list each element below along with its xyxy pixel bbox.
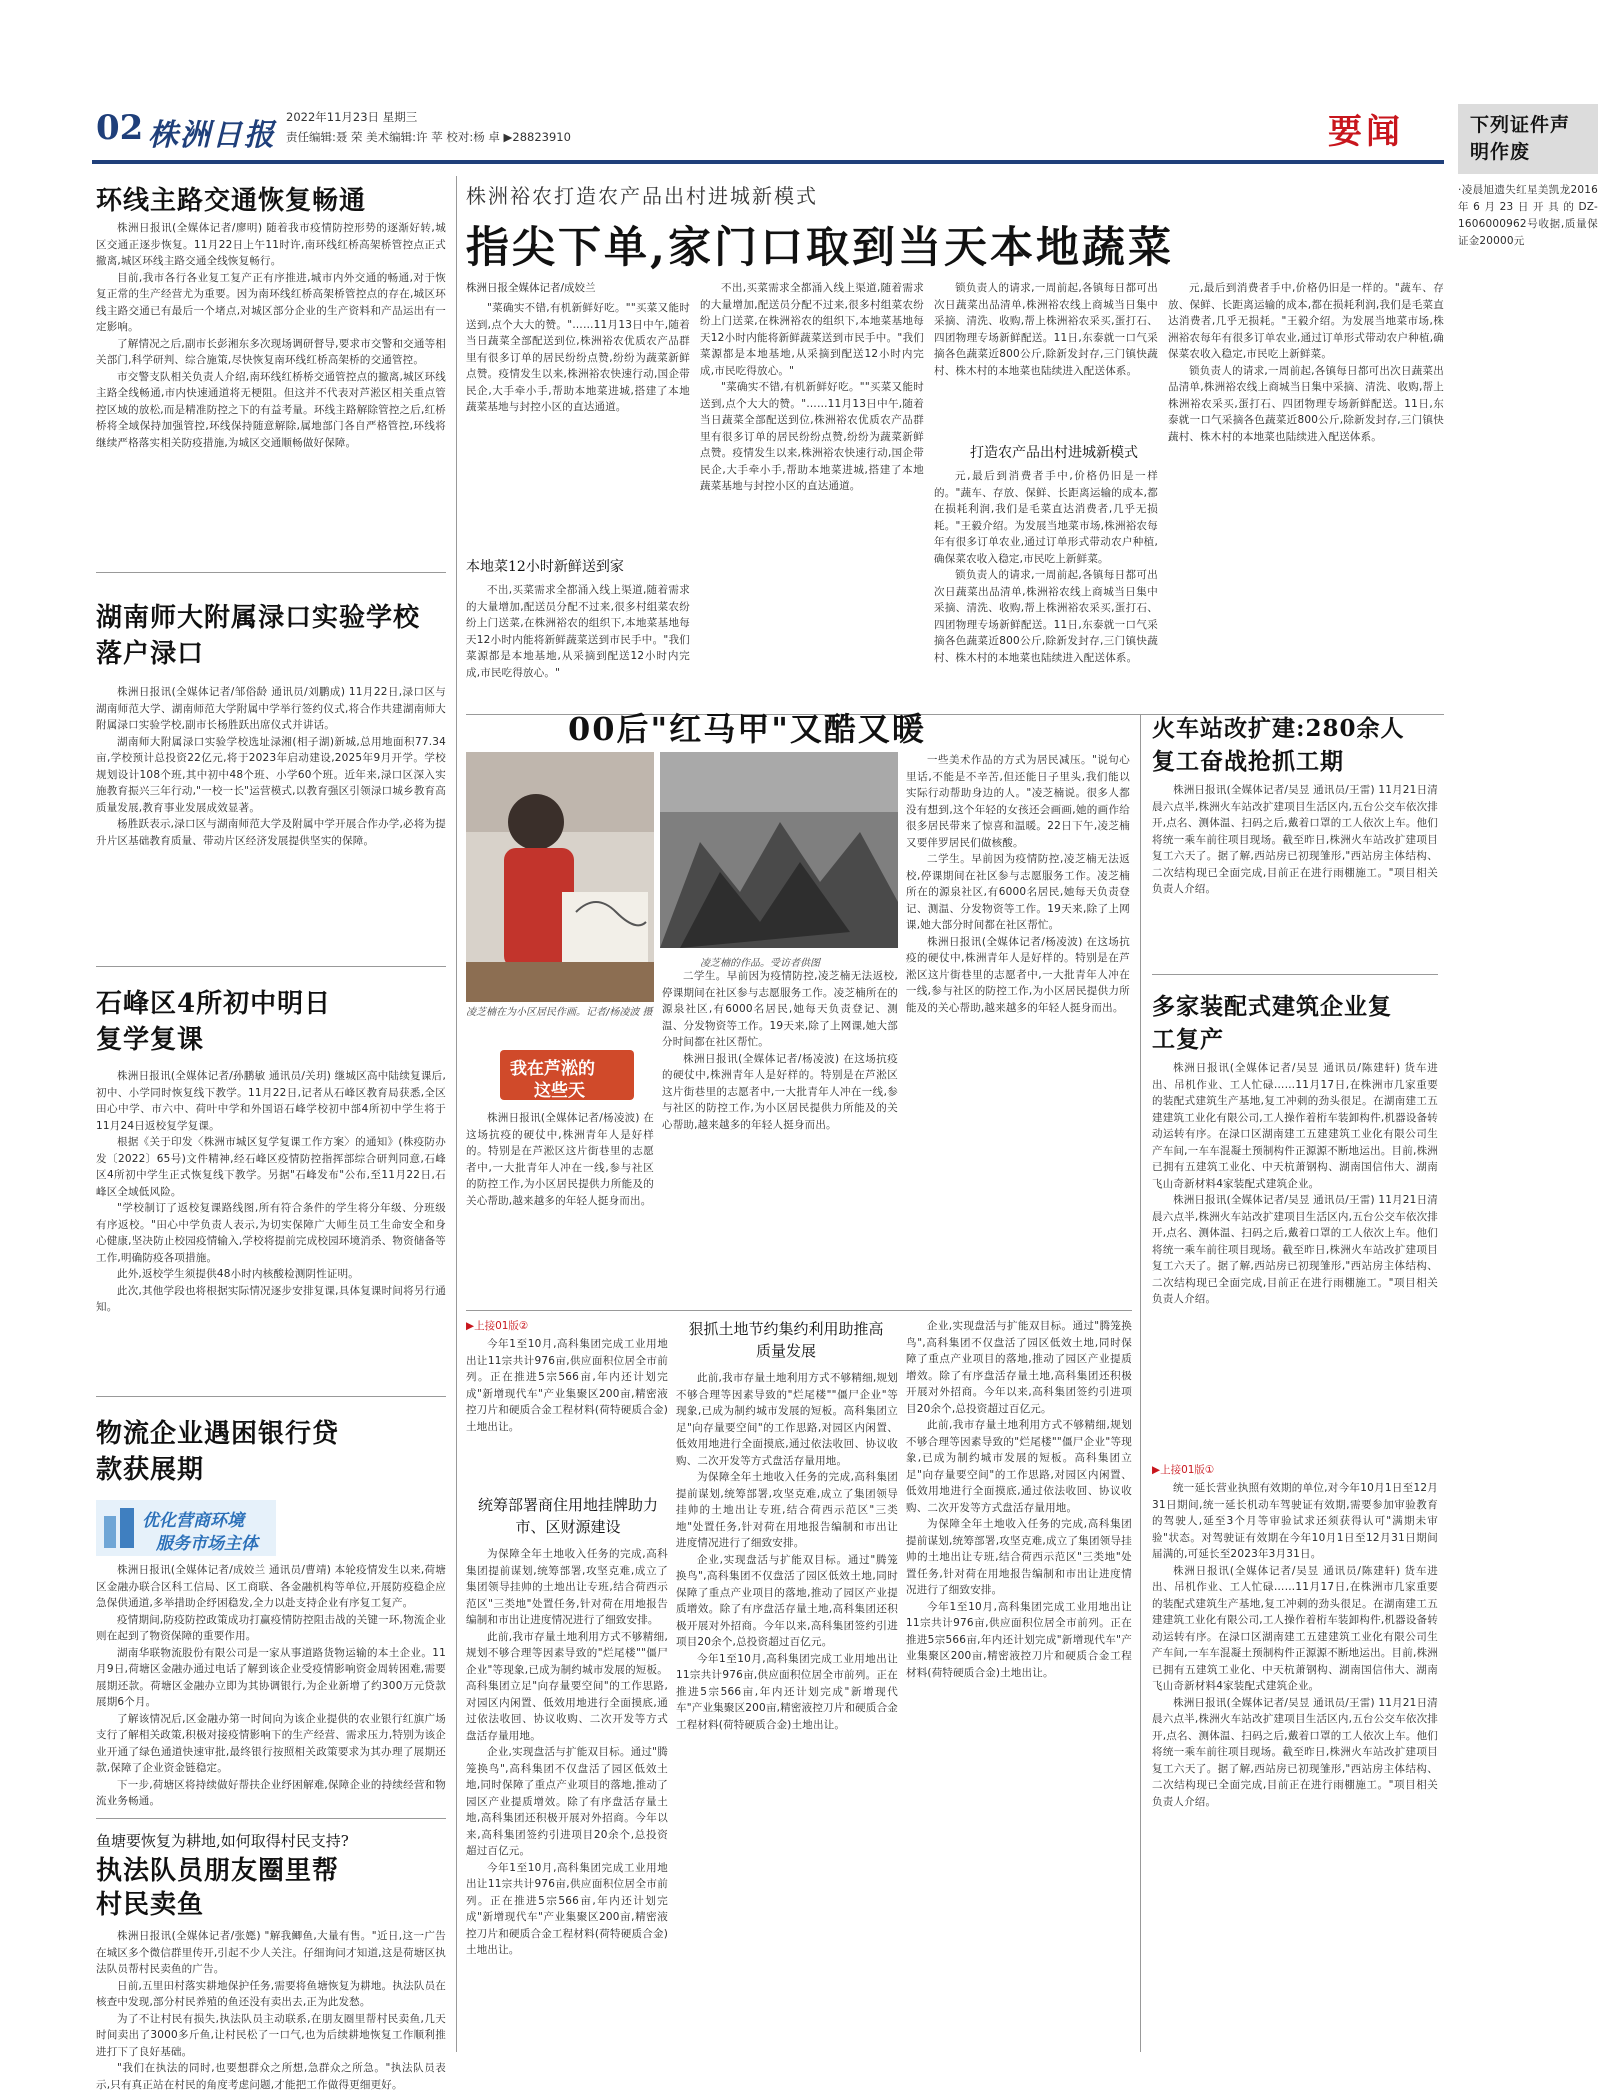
column-separator [456, 176, 457, 2052]
feature-caption2: 凌芝楠的作品。受访者供图 [700, 958, 820, 969]
main-col4-text: 锁负责人的请求,一周前起,各镇每日都可出次日蔬菜出品清单,株洲裕农线上商城当日集中采摘、清洗、收购,帮上株洲裕农采买,蛋打石、四团物理专场新鲜配送。11日,东泰就一口气采摘各色蔬菜近800公斤,除新发封存,三门镇快蔬村、株木村的本地菜也陆续进入配送体系。 [1168, 364, 1444, 443]
bottom-col1-subhead: 统筹部署商住用地挂牌助力市、区财源建设 [478, 1496, 659, 1536]
main-col3b-text: 锁负责人的请求,一周前起,各镇每日都可出次日蔬菜出品清单,株洲裕农线上商城当日集中采摘、清洗、收购,帮上株洲裕农采买,蛋打石、四团物理专场新鲜配送。11日,东泰就一口气采摘各色蔬菜近800公斤,除新发封存,三门镇快蔬村、株木村的本地菜也陆续进入配送体系。 [934, 569, 1158, 664]
divider [1152, 974, 1438, 975]
bottom-col1b-text: 为保障全年土地收入任务的完成,高科集团提前谋划,统筹部署,攻坚克难,成立了集团领导挂帅的土地出让专班,结合荷西示范区"三类地"处置任务,针对荷在用地报告编制和市出让进度情况进行了细致安排。 [466, 1548, 668, 1626]
feature-photo-art [660, 752, 898, 948]
side1-body [1152, 782, 1438, 962]
story2-para: 湖南师大附属渌口实验学校选址渌湘(相子湖)新城,总用地面积77.34亩,学校预计总投资22亿元,将于2023年启动建设,2025年9月开学。学校规划设计108个班,其中初中48个班、小学60个班。近年来,渌口区深入实施教育振兴三年行动,"一校一长"运营模式,以教育强区引领渌口城乡教育高质量发展,教育事业发展成效显著。 [96, 735, 446, 814]
bottom-col2 [676, 1370, 898, 2052]
story1-para: 了解情况之后,副市长彭湘东多次现场调研督导,要求市交警和交通等相关部门,科学研判、综合施策,尽快恢复南环线红桥高架桥的交通管控。 [96, 337, 446, 366]
main-col1b-text: 不出,买菜需求全都涌入线上渠道,随着需求的大量增加,配送员分配不过来,很多村组菜农纷纷上门送菜,在株洲裕农的组织下,本地菜基地每天12小时内能将新鲜蔬菜送到市民手中。"我们菜源都是本地基地,从采摘到配送12小时内完成,市民吃得放心。" [466, 584, 690, 679]
bottom-col2-text: 企业,实现盘活与扩能双目标。通过"腾笼换鸟",高科集团不仅盘活了园区低效土地,同时保障了重点产业项目的落地,推动了园区产业提质增效。除了有序盘活存量土地,高科集团还积极开展对外招商。今年以来,高科集团签约引进项目20余个,总投资超过百亿元。 [676, 1553, 898, 1648]
feature-caption1: 凌芝楠在为小区居民作画。记者/杨凌波 摄 [466, 1007, 653, 1018]
main-col1 [466, 300, 690, 552]
masthead [96, 104, 1426, 158]
story4-para: 下一步,荷塘区将持续做好帮扶企业纾困解难,保障企业的持续经营和物流业务畅通。 [96, 1778, 446, 1807]
main-col4 [1168, 280, 1444, 706]
bottom-col3-text: 为保障全年土地收入任务的完成,高科集团提前谋划,统筹部署,攻坚克难,成立了集团领导挂帅的土地出让专班,结合荷西示范区"三类地"处置任务,针对荷在用地报告编制和市出让进度情况进行了细致安排。 [906, 1518, 1132, 1596]
bottom-col2-text: 为保障全年土地收入任务的完成,高科集团提前谋划,统筹部署,攻坚克难,成立了集团领导挂帅的土地出让专班,结合荷西示范区"三类地"处置任务,针对荷在用地报告编制和市出让进度情况进行了细致安排。 [676, 1471, 898, 1549]
volunteer-drawing-photo [466, 752, 654, 1002]
story5-para: "我们在执法的同时,也要想群众之所想,急群众之所急。"执法队员表示,只有真正站在村民的角度考虑问题,才能把工作做得更细更好。 [96, 2062, 446, 2091]
issue-date: 2022年11月23日 星期三 [286, 110, 418, 124]
bottom-col1-text: 今年1至10月,高科集团完成工业用地出让11宗共计976亩,供应面积位居全市前列。正在推进5宗566亩,年内还计划完成"新增现代车"产业集聚区200亩,精密液控刀片和硬质合金工程材料(荷特硬质合金)土地出让。 [466, 1338, 668, 1433]
story4-banner [96, 1500, 276, 1556]
feature-col2 [662, 968, 898, 1302]
page-number: 02 [96, 108, 144, 148]
main-col3b-text: 元,最后到消费者手中,价格仍旧是一样的。"蔬车、存放、保鲜、长距离运输的成本,都在损耗利润,我们是毛菜直达消费者,几乎无损耗。"王毅介绍。为发展当地菜市场,株洲裕农每年有很多订单农业,通过订单形式带动农户种植,确保菜农收入稳定,市民吃上新鲜菜。 [934, 470, 1158, 565]
story3-para: 株洲日报讯(全媒体记者/孙鹏敏 通讯员/关玥) 继城区高中陆续复课后,初中、小学同时恢复线下教学。11月22日,记者从石峰区教育局获悉,全区田心中学、市六中、荷叶中学和外国语石峰学校初中部4所初中学生将于11月24日返校复学复课。 [96, 1070, 446, 1132]
story4-para: 湖南华联物流股份有限公司是一家从事道路货物运输的本土企业。11月9日,荷塘区金融办通过电话了解到该企业受疫情影响资金周转困难,需要展期还款。荷塘区金融办立即为其协调银行,为企业新增了约300万元贷款展期6个月。 [96, 1646, 446, 1708]
feature-headline: 00后"红马甲"又酷又暖 [568, 710, 926, 748]
main-col2 [700, 280, 924, 706]
paper-name: 株洲日报 [148, 118, 276, 153]
story3-para: 根据《关于印发〈株洲市城区复学复课工作方案〉的通知》(株疫防办发〔2022〕65号)文件精神,经石峰区疫情防控指挥部综合研判同意,石峰区4所初中学生正式恢复线下教学。另据"石峰发布"公布,至11月22日,石峰区全域低风险。 [96, 1136, 446, 1198]
main-col3-text: 锁负责人的请求,一周前起,各镇每日都可出次日蔬菜出品清单,株洲裕农线上商城当日集中采摘、清洗、收购,帮上株洲裕农采买,蛋打石、四团物理专场新鲜配送。11日,东泰就一口气采摘各色蔬菜近800公斤,除新发封存,三门镇快蔬村、株木村的本地菜也陆续进入配送体系。 [934, 282, 1158, 377]
bottom-col1 [466, 1336, 668, 1486]
artwork-photo [660, 752, 898, 948]
notice-heading: 下列证件声明作废 [1458, 104, 1598, 174]
bottom-col1b-text: 今年1至10月,高科集团完成工业用地出让11宗共计976亩,供应面积位居全市前列。正在推进5宗566亩,年内还计划完成"新增现代车"产业集聚区200亩,精密液控刀片和硬质合金工程材料(荷特硬质合金)土地出让。 [466, 1861, 668, 1956]
story1-body [96, 220, 446, 560]
bottom-col3-text: 此前,我市存量土地利用方式不够精细,规划不够合理等因素导致的"烂尾楼""僵尸企业"等现象,已成为制约城市发展的短板。高科集团立足"向存量要空间"的工作思路,对园区内闲置、低效用地进行全面摸底,通过依法收回、协议收购、二次开发等方式盘活存量用地。 [906, 1419, 1132, 1514]
main-col1-text: "菜确实不错,有机新鲜好吃。""买菜又能时送到,点个大大的赞。"……11月13日中午,随着当日蔬菜全部配送到位,株洲裕农优质农产品群里有很多订单的居民纷纷点赞,纷纷为蔬菜新鲜点赞。疫情发生以来,株洲裕农快速行动,国企带民企,大手牵小手,帮助本地菜进城,搭建了本地蔬菜基地与封控小区的直达通道。 [466, 302, 690, 413]
story3-para: "学校制订了返校复课路线图,所有符合条件的学生将分年级、分班级有序返校。"田心中学负责人表示,为切实保障广大师生员工生命安全和身心健康,坚决防止校园疫情输入,学校将提前完成校园环境消杀、物资储备等工作,明确防疫各项措施。 [96, 1202, 446, 1264]
feature-col2-text: 株洲日报讯(全媒体记者/杨凌波) 在这场抗疫的硬仗中,株洲青年人是好样的。特别是在芦淞区这片街巷里的志愿者中,一大批青年人冲在一线,参与社区的防控工作,为小区居民提供力所能及的关心帮助,越来越多的年轻人挺身而出。 [662, 1052, 898, 1131]
story5-para: 日前,五里田村落实耕地保护任务,需要将鱼塘恢复为耕地。执法队员在核查中发现,部分村民养殖的鱼还没有卖出去,正为此发愁。 [96, 1979, 446, 2008]
feature-badge [500, 1050, 634, 1100]
story1-para: 株洲日报讯(全媒体记者/廖明) 随着我市疫情防控形势的逐渐好转,城区交通正逐步恢复。11月22日上午11时许,南环线红桥高架桥管控点正式撤离,城区环线主路交通全线恢复畅行。 [96, 222, 446, 267]
divider [1140, 714, 1141, 2052]
side3-text: 株洲日报讯(全媒体记者/吴昱 通讯员/王雷) 11月21日清晨六点半,株洲火车站改扩建项目生活区内,五台公交车依次排开,点名、测体温、扫码之后,戴着口罩的工人依次上车。他们将统一乘车前往项目现场。截至昨日,株洲火车站改扩建项目复工六天了。据了解,西站房已初现雏形,"西站房主体结构、二次结构现已全面完成,目前正在进行雨棚施工。"项目相关负责人介绍。 [1152, 1696, 1438, 1808]
building-icon [100, 1506, 140, 1550]
story2-para: 杨胜跃表示,渌口区与湖南师范大学及附属中学开展合作办学,必将为提升片区基础教育质量、带动片区经济发展提供坚实的保障。 [96, 818, 446, 847]
side2-text: 株洲日报讯(全媒体记者/吴昱 通讯员/陈建轩) 货车进出、吊机作业、工人忙碌……11月17日,在株洲市几家重要的装配式建筑生产基地,复工冲刺的劲头很足。在湖南建工五建建筑工业化有限公司,工人操作着桁车装卸构件,机器设备转动运转有序。在渌口区湖南建工五建建筑工业化有限公司生产车间,一车车混凝土预制构件正源源不断地运出。目前,株洲已拥有五建筑工业化、中天杭萧钢构、湖南国信伟大、湖南飞山奇新材料4家装配式建筑企业。 [1152, 1062, 1438, 1190]
main-col2-text: "菜确实不错,有机新鲜好吃。""买菜又能时送到,点个大大的赞。"……11月13日中午,随着当日蔬菜全部配送到位,株洲裕农优质农产品群里有很多订单的居民纷纷点赞,纷纷为蔬菜新鲜点赞。疫情发生以来,株洲裕农快速行动,国企带民企,大手牵小手,帮助本地菜进城,搭建了本地蔬菜基地与封控小区的直达通道。 [700, 381, 924, 492]
main-headline: 指尖下单,家门口取到当天本地蔬菜 [466, 223, 1174, 273]
main-kicker: 株洲裕农打造农产品出村进城新模式 [466, 184, 818, 208]
bottom-col1b-text: 此前,我市存量土地利用方式不够精细,规划不够合理等因素导致的"烂尾楼""僵尸企业"等现象,已成为制约城市发展的短板。高科集团立足"向存量要空间"的工作思路,对园区内闲置、低效用地进行全面摸底,通过依法收回、协议收购、二次开发等方式盘活存量用地。 [466, 1630, 668, 1742]
bottom-col3-text: 今年1至10月,高科集团完成工业用地出让11宗共计976亩,供应面积位居全市前列。正在推进5宗566亩,年内还计划完成"新增现代车"产业集聚区200亩,精密液控刀片和硬质合金工程材料(荷特硬质合金)土地出让。 [906, 1600, 1132, 1679]
side1-headline: 火车站改扩建:280余人复工奋战抢抓工期 [1152, 715, 1405, 775]
section-name: 要闻 [1328, 112, 1404, 152]
main-col2-text: 不出,买菜需求全都涌入线上渠道,随着需求的大量增加,配送员分配不过来,很多村组菜农纷纷上门送菜,在株洲裕农的组织下,本地菜基地每天12小时内能将新鲜蔬菜送到市民手中。"我们菜源都是本地基地,从采摘到配送12小时内完成,市民吃得放心。" [700, 282, 924, 377]
main-col3b [934, 468, 1158, 706]
feature-photo-main [466, 752, 654, 1002]
story2-body [96, 684, 446, 956]
story3-body [96, 1068, 446, 1384]
story4-para: 疫情期间,防疫防控政策成功打赢疫情防控阻击战的关键一环,物流企业则在起到了物资保障的重要作用。 [96, 1613, 446, 1642]
bottom-col1b-text: 企业,实现盘活与扩能双目标。通过"腾笼换鸟",高科集团不仅盘活了园区低效土地,同时保障了重点产业项目的落地,推动了园区产业提质增效。除了有序盘活存量土地,高科集团还积极开展对外招商。今年以来,高科集团签约引进项目20余个,总投资超过百亿元。 [466, 1746, 668, 1857]
side2-headline: 多家装配式建筑企业复工复产 [1152, 993, 1392, 1053]
bottom-col2-subhead: 狠抓土地节约集约利用助推高质量发展 [688, 1320, 884, 1360]
story2-headline: 湖南师大附属渌口实验学校落户渌口 [96, 603, 421, 669]
story2-para: 株洲日报讯(全媒体记者/邹俗龄 通讯员/刘鹏成) 11月22日,渌口区与湖南师范大学、湖南师范大学附属中学举行签约仪式,将合作共建湖南师大附属渌口实验学校,副市长杨胜跃出席仪式并讲话。 [96, 686, 446, 731]
story3-para: 此次,其他学段也将根据实际情况逐步安排复课,具体复课时间将另行通知。 [96, 1284, 446, 1313]
feature-col2-text: 二学生。早前因为疫情防控,凌芝楠无法返校,停课期间在社区参与志愿服务工作。凌芝楠所在的源泉社区,有6000名居民,她每天负责登记、测温、分发物资等工作。19天来,除了上网课,她大部分时间都在社区帮忙。 [662, 970, 898, 1048]
main-byline: 株洲日报全媒体记者/成姣兰 [466, 282, 596, 294]
badge-line1: 我在芦淞的 [510, 1059, 595, 1079]
divider [466, 1310, 1132, 1311]
notice-text: ·凌晨旭遗失红星美凯龙2016年6月23日开具的DZ-1606000962号收据,质量保证金20000元 [1458, 184, 1598, 247]
story1-para: 市交警支队相关负责人介绍,南环线红桥桥交通管控点的撤离,城区环线主路全线畅通,市内快速通道将无梗阻。但这并不代表对芦淞区相关重点管控区域的放松,而是精准防控之下的有益考量。环线主路解除管控之后,红桥桥将全域保持加强管控,环线保持随意解除,属地部门各自严格管控,环线将继续严格落实相关防疫措施,为城区交通顺畅做好保障。 [96, 370, 446, 449]
feature-col3-text: 一些美术作品的方式为居民减压。"说句心里话,不能是不辛苦,但还能日子里头,我们能以实际行动帮助身边的人。"凌芝楠说。很多人都没有想到,这个年轻的女孩还会画画,她的画作给很多居民带来了惊喜和温暖。22日下午,凌芝楠又要伴罗居民们做核酸。 [906, 754, 1130, 849]
bottom-col2-text: 此前,我市存量土地利用方式不够精细,规划不够合理等因素导致的"烂尾楼""僵尸企业"等现象,已成为制约城市发展的短板。高科集团立足"向存量要空间"的工作思路,对园区内闲置、低效用地进行全面摸底,通过依法收回、协议收购、二次开发等方式盘活存量用地。 [676, 1372, 898, 1467]
banner-line2: 服务市场主体 [156, 1534, 258, 1554]
divider [96, 1396, 446, 1397]
continuation-marker-2: ▶上接01版① [1152, 1464, 1215, 1476]
story5-para: 株洲日报讯(全媒体记者/张嫕) "解我鲫鱼,大量有售。"近日,这一广告在城区多个微信群里传开,引起不少人关注。仔细询问才知道,这是荷塘区执法队员帮村民卖鱼的广告。 [96, 1930, 446, 1975]
story1-para: 目前,我市各行各业复工复产正有序推进,城市内外交通的畅通,对于恢复正常的生产经营尤为重要。因为南环线红桥高架桥管控点的存在,城区环线主路交通已有最后一个堵点,对城区部分企业的生产资料和产品运出有一定影响。 [96, 271, 446, 333]
notice-box [1458, 104, 1598, 314]
feature-col1-text: 株洲日报讯(全媒体记者/杨凌波) 在这场抗疫的硬仗中,株洲青年人是好样的。特别是在芦淞区这片街巷里的志愿者中,一大批青年人冲在一线,参与社区的防控工作,为小区居民提供力所能及的关心帮助,越来越多的年轻人挺身而出。 [466, 1112, 654, 1207]
main-subhead1: 本地菜12小时新鲜送到家 [466, 559, 624, 575]
main-col3 [934, 280, 1158, 434]
continuation-marker: ▶上接01版② [466, 1320, 529, 1332]
main-col4-text: 元,最后到消费者手中,价格仍旧是一样的。"蔬车、存放、保鲜、长距离运输的成本,都在损耗利润,我们是毛菜直达消费者,几乎无损耗。"王毅介绍。为发展当地菜市场,株洲裕农每年有很多订单农业,通过订单形式带动农户种植,确保菜农收入稳定,市民吃上新鲜菜。 [1168, 282, 1444, 360]
editors-line: 责任编辑:聂 荣 美术编辑:许 苹 校对:杨 卓 ▶28823910 [286, 130, 571, 144]
divider [96, 966, 446, 967]
masthead-rule [92, 160, 1444, 164]
story5-para: 为了不让村民有损失,执法队员主动联系,在朋友圈里帮村民卖鱼,几天时间卖出了3000多斤鱼,让村民松了一口气,也为后续耕地恢复工作顺利推进打下了良好基础。 [96, 2012, 446, 2058]
side3-text: 统一延长营业执照有效期的单位,对今年10月1日至12月31日期间,统一延长机动车驾驶证有效期,需要参加审验教育的驾驶人,延至3个月等审验试求还须获得认可"满期未审验"状态。对驾驶证有效期在今年10月1日至12月31日期间届满的,可延长至2023年3月31日。 [1152, 1482, 1438, 1560]
divider [96, 1818, 446, 1819]
bottom-col1b [466, 1546, 668, 2052]
story1-headline: 环线主路交通恢复畅通 [96, 186, 367, 216]
badge-line2: 这些天 [534, 1081, 585, 1101]
bottom-col2-text: 今年1至10月,高科集团完成工业用地出让11宗共计976亩,供应面积位居全市前列。正在推进5宗566亩,年内还计划完成"新增现代车"产业集聚区200亩,精密液控刀片和硬质合金工程材料(荷特硬质合金)土地出让。 [676, 1652, 898, 1731]
story3-headline: 石峰区4所初中明日复学复课 [96, 989, 332, 1055]
story4-body [96, 1562, 446, 1810]
side2-body [1152, 1060, 1438, 1450]
feature-col3 [906, 752, 1130, 1302]
feature-col3-text: 株洲日报讯(全媒体记者/杨凌波) 在这场抗疫的硬仗中,株洲青年人是好样的。特别是在芦淞区这片街巷里的志愿者中,一大批青年人冲在一线,参与社区的防控工作,为小区居民提供力所能及的关心帮助,越来越多的年轻人挺身而出。 [906, 935, 1130, 1014]
main-col1b [466, 582, 690, 706]
story3-para: 此外,返校学生须提供48小时内核酸检测阴性证明。 [117, 1268, 359, 1280]
side3-text: 株洲日报讯(全媒体记者/吴昱 通讯员/陈建轩) 货车进出、吊机作业、工人忙碌……11月17日,在株洲市几家重要的装配式建筑生产基地,复工冲刺的劲头很足。在湖南建工五建建筑工业化有限公司,工人操作着桁车装卸构件,机器设备转动运转有序。在渌口区湖南建工五建建筑工业化有限公司生产车间,一车车混凝土预制构件正源源不断地运出。目前,株洲已拥有五建筑工业化、中天杭萧钢构、湖南国信伟大、湖南飞山奇新材料4家装配式建筑企业。 [1152, 1564, 1438, 1692]
story4-para: 了解该情况后,区金融办第一时间向为该企业提供的农业银行红旗广场支行了解相关政策,积极对接疫情影响下的生产经营、需求压力,特别为该企业开通了绿色通道快速审批,最终银行按照相关政策要求为其办理了展期还款,保障了企业资金链稳定。 [96, 1712, 446, 1774]
story4-headline: 物流企业遇困银行贷款获展期 [96, 1419, 340, 1485]
banner-line1: 优化营商环境 [142, 1511, 244, 1531]
side1-text: 株洲日报讯(全媒体记者/吴昱 通讯员/王雷) 11月21日清晨六点半,株洲火车站改扩建项目生活区内,五台公交车依次排开,点名、测体温、扫码之后,戴着口罩的工人依次上车。他们将统一乘车前往项目现场。截至昨日,株洲火车站改扩建项目复工六天了。据了解,西站房已初现雏形,"西站房主体结构、二次结构现已全面完成,目前正在进行雨棚施工。"项目相关负责人介绍。 [1152, 784, 1438, 895]
bottom-col3 [906, 1318, 1132, 2052]
bottom-col3-text: 企业,实现盘活与扩能双目标。通过"腾笼换鸟",高科集团不仅盘活了园区低效土地,同时保障了重点产业项目的落地,推动了园区产业提质增效。除了有序盘活存量土地,高科集团还积极开展对外招商。今年以来,高科集团签约引进项目20余个,总投资超过百亿元。 [906, 1320, 1132, 1415]
feature-col3-text: 二学生。早前因为疫情防控,凌芝楠无法返校,停课期间在社区参与志愿服务工作。凌芝楠所在的源泉社区,有6000名居民,她每天负责登记、测温、分发物资等工作。19天来,除了上网课,她大部分时间都在社区帮忙。 [906, 853, 1130, 931]
story5-body [96, 1928, 446, 2091]
story5-headline: 执法队员朋友圈里帮村民卖鱼 [96, 1856, 340, 1920]
divider [96, 572, 446, 573]
side3-body [1152, 1480, 1438, 2052]
feature-col1 [466, 1110, 654, 1302]
story5-kicker: 鱼塘要恢复为耕地,如何取得村民支持? [96, 1832, 349, 1850]
side2-text: 株洲日报讯(全媒体记者/吴昱 通讯员/王雷) 11月21日清晨六点半,株洲火车站改扩建项目生活区内,五台公交车依次排开,点名、测体温、扫码之后,戴着口罩的工人依次上车。他们将统一乘车前往项目现场。截至昨日,株洲火车站改扩建项目复工六天了。据了解,西站房已初现雏形,"西站房主体结构、二次结构现已全面完成,目前正在进行雨棚施工。"项目相关负责人介绍。 [1152, 1194, 1438, 1305]
main-subhead2: 打造农产品出村进城新模式 [970, 445, 1138, 461]
story4-para: 株洲日报讯(全媒体记者/成姣兰 通讯员/曹靖) 本轮疫情发生以来,荷塘区金融办联合区科工信局、区工商联、各金融机构等单位,开展防疫稳企应急保供通道,多举措助企纾困稳发,全力以赴支持企业有序复工复产。 [96, 1564, 446, 1609]
